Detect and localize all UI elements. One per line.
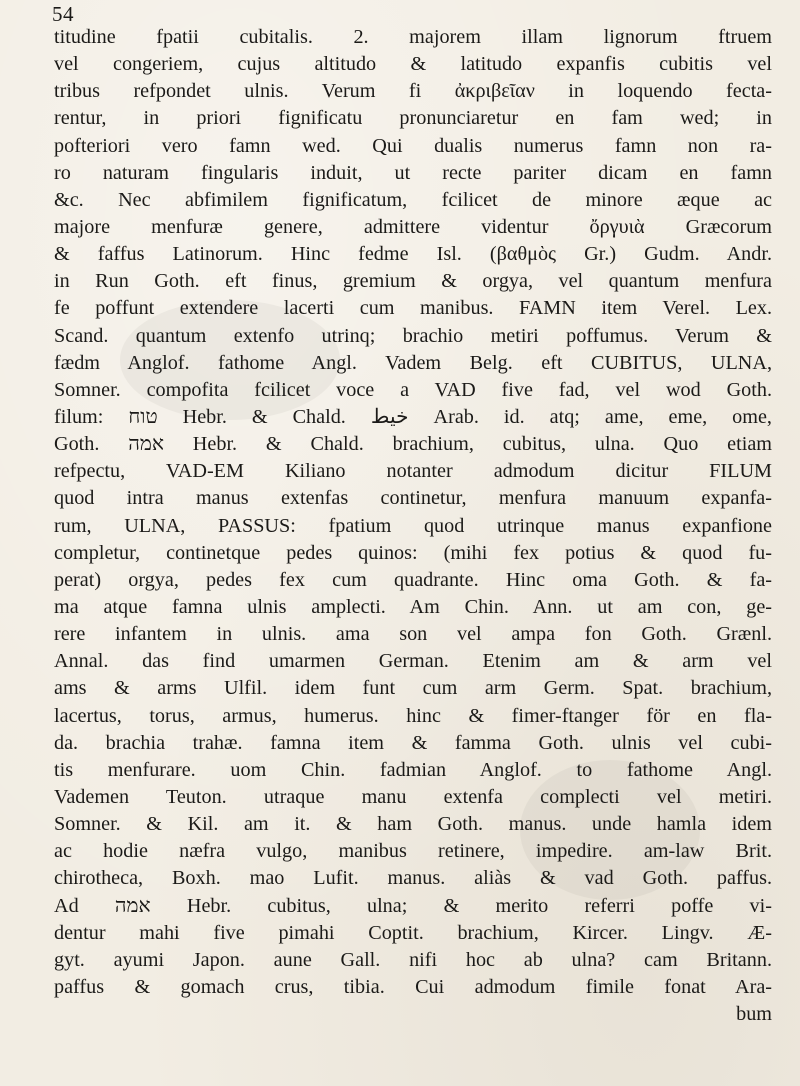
text-line: refpectu, VAD-EM Kiliano notanter admodum dicitur FILUM [54,460,772,483]
text-line: tribus refpondet ulnis. Verum fi ἀκριβεῖαν in loquendo fecta- [54,80,772,103]
text-line: filum: טוח Hebr. & Chald. خيط Arab. id. atq; ame, eme, ome, [54,405,772,428]
text-line: dentur mahi five pimahi Coptit. brachium, Kircer. Lingv. Æ- [54,921,772,944]
text-line: da. brachia trahæ. famna item & famma Goth. ulnis vel cubi- [54,731,772,754]
text-line: fædm Anglof. fathome Angl. Vadem Belg. eft CUBITUS, ULNA, [54,351,772,374]
page-number: 54 [52,2,74,26]
text-line: in Run Goth. eft finus, gremium & orgya, vel quantum menfura [54,270,772,293]
text-line: Somner. compofita fcilicet voce a VAD five fad, vel wod Goth. [54,378,772,401]
text-line: &c. Nec abfimilem fignificatum, fcilicet de minore æque ac [54,188,772,211]
text-line: gyt. ayumi Japon. aune Gall. nifi hoc ab ulna? cam Britann. [54,948,772,971]
text-line: vel congeriem, cujus altitudo & latitudo expanfis cubitis vel [54,53,772,76]
text-line: ro naturam fingularis induit, ut recte pariter dicam en famn [54,161,772,184]
text-line: perat) orgya, pedes fex cum quadrante. Hinc oma Goth. & fa- [54,568,772,591]
text-line: Somner. & Kil. am it. & ham Goth. manus. unde hamla idem [54,813,772,836]
text-line: paffus & gomach crus, tibia. Cui admodum fimile fonat Ara- [54,975,772,998]
text-line: & faffus Latinorum. Hinc fedme Isl. (βαθμὸς Gr.) Gudm. Andr. [54,243,772,266]
text-line: lacertus, torus, armus, humerus. hinc & fimer-ftanger för en fla- [54,704,772,727]
text-line: rentur, in priori fignificatu pronunciaretur en fam wed; in [54,107,772,130]
text-line: fe poffunt extendere lacerti cum manibus. FAMN item Verel. Lex. [54,297,772,320]
text-line: pofteriori vero famn wed. Qui dualis numerus famn non ra- [54,134,772,157]
text-line: Goth. אמה Hebr. & Chald. brachium, cubitus, ulna. Quo etiam [54,433,772,456]
text-line: Scand. quantum extenfo utrinq; brachio metiri poffumus. Verum & [54,324,772,347]
text-line: ams & arms Ulfil. idem funt cum arm Germ. Spat. brachium, [54,677,772,700]
text-line: completur, continetque pedes quinos: (mihi fex potius & quod fu- [54,541,772,564]
catchword: bum [736,1003,772,1026]
text-line: Annal. das find umarmen German. Etenim am & arm vel [54,650,772,673]
text-line: ma atque famna ulnis amplecti. Am Chin. Ann. ut am con, ge- [54,595,772,618]
text-line: Ad אמה Hebr. cubitus, ulna; & merito referri poffe vi- [54,894,772,917]
text-line: Vademen Teuton. utraque manu extenfa complecti vel metiri. [54,785,772,808]
text-line: rere infantem in ulnis. ama son vel ampa fon Goth. Grænl. [54,623,772,646]
text-line: rum, ULNA, PASSUS: fpatium quod utrinque manus expanfione [54,514,772,537]
text-line: ac hodie næfra vulgo, manibus retinere, impedire. am-law Brit. [54,840,772,863]
text-line: titudine fpatii cubitalis. 2. majorem illam lignorum ftruem [54,26,772,48]
text-line: majore menfuræ genere, admittere videntur ὄργυιὰ Græcorum [54,215,772,238]
text-line: chirotheca, Boxh. mao Lufit. manus. aliàs & vad Goth. paffus. [54,867,772,890]
body-text [54,24,772,1028]
text-line: quod intra manus extenfas continetur, menfura manuum expanfa- [54,487,772,510]
text-line: tis menfurare. uom Chin. fadmian Anglof. to fathome Angl. [54,758,772,781]
